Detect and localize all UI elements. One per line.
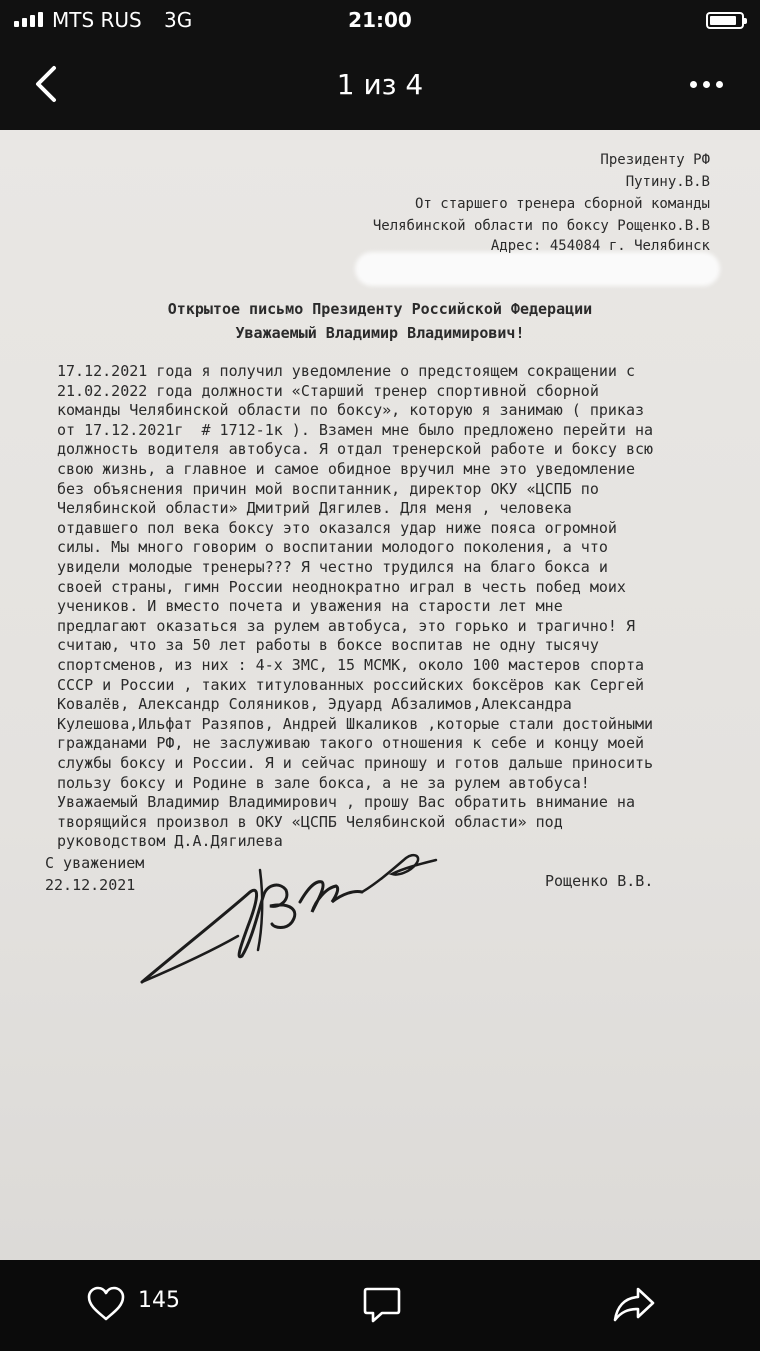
body-line: должность водителя автобуса. Я отдал тренерской работе и боксу всю <box>57 440 654 459</box>
body-line: силы. Мы много говорим о воспитании молодого поколения, а что <box>57 538 608 557</box>
body-line: своей страны, гимн России неоднократно играл в честь побед моих <box>57 577 626 596</box>
ellipsis-icon <box>690 81 697 88</box>
body-line: пользу боксу и Родине в зале бокса, а не за рулем автобуса! <box>57 773 590 792</box>
page-counter: 1 из 4 <box>336 68 424 101</box>
address-line: Челябинской области по боксу Рощенко.В.В <box>372 218 710 234</box>
letter-greeting: Уважаемый Владимир Владимирович! <box>235 324 525 342</box>
body-line: считаю, что за 50 лет работы в боксе воспитав не одну тысячу <box>57 636 599 655</box>
address-line: Адрес: 454084 г. Челябинск <box>490 238 710 254</box>
letter-heading: Открытое письмо Президенту Российской Федерации <box>167 300 593 318</box>
letter-date: 22.12.2021 <box>45 876 136 894</box>
body-line: службы боксу и России. Я и сейчас приношу и готов дальше приносить <box>57 754 654 772</box>
body-line: спортсменов, из них : 4-х ЗМС, 15 МСМК, около 100 мастеров спорта <box>57 656 644 674</box>
clock: 21:00 <box>348 8 412 32</box>
closing-phrase: С уважением <box>45 854 145 872</box>
signature-image <box>140 830 440 990</box>
signer-name: Рощенко В.В. <box>545 872 654 890</box>
body-line: Уважаемый Владимир Владимирович , прошу Вас обратить внимание на <box>57 793 635 812</box>
body-line: Челябинской области» Дмитрий Дягилев. Для меня , человека <box>57 499 572 518</box>
body-line: гражданами РФ, не заслуживаю такого отношения к себе и концу моей <box>57 734 644 753</box>
body-line: 17.12.2021 года я получил уведомление о предстоящем сокращении с <box>57 362 635 380</box>
nav-bar <box>0 40 760 130</box>
body-line: творящийся произвол в ОКУ «ЦСПБ Челябинской области» под <box>57 812 563 831</box>
body-line: без объяснения причин мой воспитанник, директор ОКУ «ЦСПБ по <box>57 479 599 498</box>
body-line: отдавшего пол века боксу это оказался удар ниже пояса огромной <box>57 518 617 537</box>
body-line: Кулешова,Ильфат Разяпов, Андрей Шкаликов ,которые стали достойными <box>57 714 654 733</box>
status-bar <box>0 0 760 40</box>
body-line: учеников. И вместо почета и уважения на старости лет мне <box>57 597 563 616</box>
body-line: СССР и России , таких титулованных российских боксёров как Сергей <box>57 675 644 694</box>
action-bar <box>0 1260 760 1351</box>
body-line: 21.02.2022 года должности «Старший тренер спортивной сборной <box>57 381 599 400</box>
body-line: команды Челябинской области по боксу», которую я занимаю ( приказ <box>57 401 644 420</box>
body-line: свою жизнь, а главное и самое обидное вручил мне это уведомление <box>57 460 635 478</box>
body-line: предлагают оказаться за рулем автобуса, это горько и трагично! Я <box>57 616 635 635</box>
address-line: Президенту РФ <box>600 152 710 168</box>
more-options-button[interactable] <box>676 62 736 106</box>
address-line: Путину.В.В <box>625 174 710 190</box>
letter-document <box>0 130 760 1260</box>
comment-icon[interactable] <box>362 1285 402 1325</box>
redacted-area <box>355 252 720 286</box>
share-arrow-icon[interactable] <box>612 1285 656 1325</box>
body-line: Ковалёв, Александр Соляников, Эдуард Абзалимов,Александра <box>57 695 572 714</box>
body-line: руководством Д.А.Дягилева <box>57 832 283 851</box>
heart-icon[interactable] <box>86 1286 126 1322</box>
body-line: от 17.12.2021г # 1712-1к ). Взамен мне было предложено перейти на <box>57 420 654 439</box>
address-line: От старшего тренера сборной команды <box>414 196 710 212</box>
battery-icon <box>706 12 744 29</box>
network-type: 3G <box>164 8 193 32</box>
like-count: 145 <box>138 1288 180 1313</box>
letter-photo[interactable] <box>0 130 760 1260</box>
body-line: увидели молодые тренеры??? Я честно трудился на благо бокса и <box>57 558 608 576</box>
carrier-name: MTS RUS <box>52 8 142 32</box>
